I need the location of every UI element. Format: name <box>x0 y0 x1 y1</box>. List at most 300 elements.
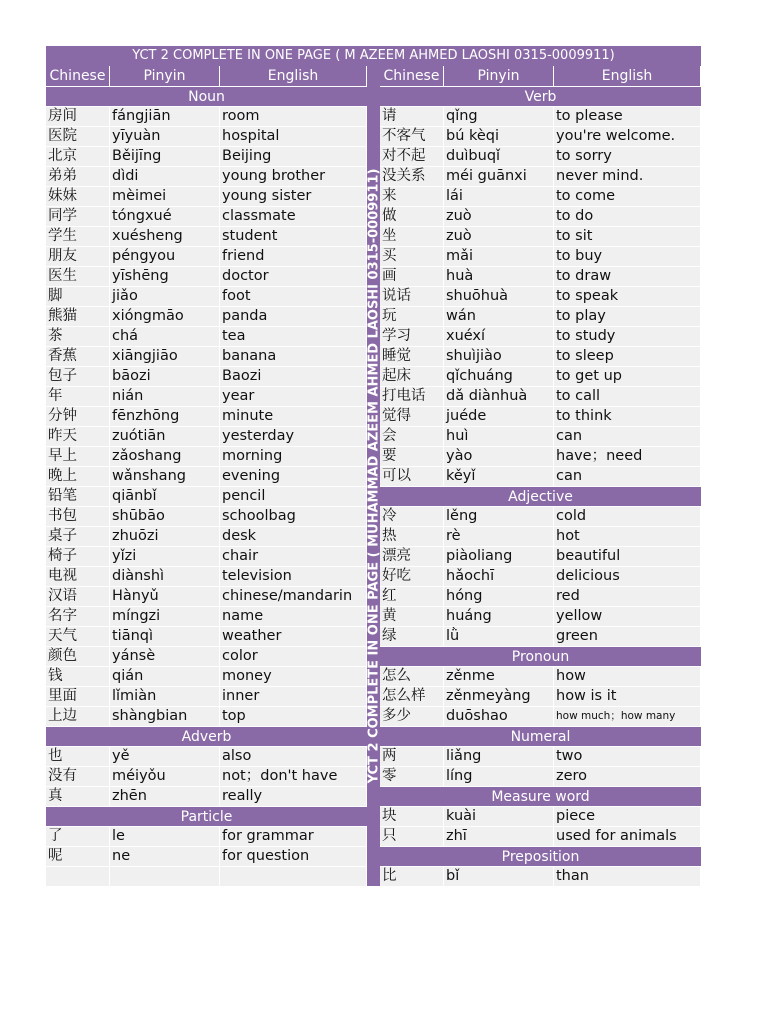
english-cell: for question <box>220 847 367 866</box>
english-cell: green <box>554 627 701 646</box>
table-row <box>380 666 701 686</box>
english-cell: color <box>220 647 367 666</box>
pinyin-cell: tiānqì <box>110 627 220 646</box>
right-column <box>380 66 701 886</box>
pinyin-cell: méi guānxi <box>444 167 554 186</box>
english-cell: can <box>554 427 701 446</box>
chinese-cell: 呢 <box>46 847 110 866</box>
table-row <box>380 326 701 346</box>
chinese-cell: 晚上 <box>46 467 110 486</box>
english-cell: desk <box>220 527 367 546</box>
english-cell: name <box>220 607 367 626</box>
chinese-cell: 绿 <box>380 627 444 646</box>
english-cell: piece <box>554 807 701 826</box>
section-header: Adverb <box>46 726 367 746</box>
chinese-cell: 医院 <box>46 127 110 146</box>
english-cell: have；need <box>554 447 701 466</box>
chinese-cell: 两 <box>380 747 444 766</box>
pinyin-cell: jiǎo <box>110 287 220 306</box>
pinyin-cell: Běijīng <box>110 147 220 166</box>
chinese-cell: 买 <box>380 247 444 266</box>
pinyin-cell: Hànyǔ <box>110 587 220 606</box>
chinese-cell: 年 <box>46 387 110 406</box>
chinese-cell: 熊猫 <box>46 307 110 326</box>
column-header-pinyin: Pinyin <box>110 66 220 86</box>
pinyin-cell: wán <box>444 307 554 326</box>
chinese-cell: 只 <box>380 827 444 846</box>
table-row <box>380 406 701 426</box>
table-row <box>46 626 367 646</box>
section-header: Preposition <box>380 846 701 866</box>
chinese-cell: 脚 <box>46 287 110 306</box>
chinese-cell: 对不起 <box>380 147 444 166</box>
pinyin-cell: zuótiān <box>110 427 220 446</box>
table-row <box>46 366 367 386</box>
table-row <box>380 586 701 606</box>
vocabulary-sheet <box>46 46 701 886</box>
table-row <box>46 646 367 666</box>
english-cell: inner <box>220 687 367 706</box>
english-cell: to buy <box>554 247 701 266</box>
pinyin-cell: péngyou <box>110 247 220 266</box>
table-row <box>380 226 701 246</box>
pinyin-cell: ne <box>110 847 220 866</box>
table-row <box>380 606 701 626</box>
english-cell: two <box>554 747 701 766</box>
table-row <box>46 606 367 626</box>
table-row <box>380 466 701 486</box>
table-row <box>46 846 367 866</box>
pinyin-cell: qián <box>110 667 220 686</box>
english-cell: to please <box>554 107 701 126</box>
table-row <box>380 686 701 706</box>
english-cell: to study <box>554 327 701 346</box>
table-row <box>380 866 701 886</box>
pinyin-cell: méiyǒu <box>110 767 220 786</box>
chinese-cell: 上边 <box>46 707 110 726</box>
pinyin-cell: tóngxué <box>110 207 220 226</box>
english-cell: than <box>554 867 701 886</box>
table-row <box>46 166 367 186</box>
table-row <box>380 546 701 566</box>
english-cell: Beijing <box>220 147 367 166</box>
table-row <box>380 306 701 326</box>
english-cell: to come <box>554 187 701 206</box>
pinyin-cell: xuésheng <box>110 227 220 246</box>
pinyin-cell: qiānbǐ <box>110 487 220 506</box>
pinyin-cell: zhuōzi <box>110 527 220 546</box>
chinese-cell: 朋友 <box>46 247 110 266</box>
chinese-cell: 睡觉 <box>380 347 444 366</box>
pinyin-cell: chá <box>110 327 220 346</box>
pinyin-cell: zhī <box>444 827 554 846</box>
pinyin-cell: yǐzi <box>110 547 220 566</box>
chinese-cell: 真 <box>46 787 110 806</box>
english-cell: Baozi <box>220 367 367 386</box>
chinese-cell: 铅笔 <box>46 487 110 506</box>
english-cell: to sorry <box>554 147 701 166</box>
pinyin-cell: lái <box>444 187 554 206</box>
english-cell: tea <box>220 327 367 346</box>
chinese-cell: 名字 <box>46 607 110 626</box>
table-row <box>380 426 701 446</box>
english-cell: weather <box>220 627 367 646</box>
table-row <box>46 186 367 206</box>
pinyin-cell: yīyuàn <box>110 127 220 146</box>
pinyin-cell: juéde <box>444 407 554 426</box>
english-cell: classmate <box>220 207 367 226</box>
table-row <box>46 866 367 886</box>
left-column <box>46 66 367 886</box>
section-header: Particle <box>46 806 367 826</box>
table-row <box>46 786 367 806</box>
chinese-cell: 学生 <box>46 227 110 246</box>
english-cell: delicious <box>554 567 701 586</box>
pinyin-cell: bāozi <box>110 367 220 386</box>
english-cell: not；don't have <box>220 767 367 786</box>
table-row <box>46 546 367 566</box>
chinese-cell: 不客气 <box>380 127 444 146</box>
table-row <box>380 186 701 206</box>
chinese-cell: 比 <box>380 867 444 886</box>
column-header-pinyin: Pinyin <box>444 66 554 86</box>
chinese-cell: 漂亮 <box>380 547 444 566</box>
chinese-cell: 了 <box>46 827 110 846</box>
table-row <box>46 246 367 266</box>
chinese-cell: 包子 <box>46 367 110 386</box>
column-header-english: English <box>554 66 701 86</box>
chinese-cell: 妹妹 <box>46 187 110 206</box>
table-row <box>380 346 701 366</box>
chinese-cell: 黄 <box>380 607 444 626</box>
pinyin-cell: duōshao <box>444 707 554 726</box>
table-row <box>46 326 367 346</box>
table-row <box>46 226 367 246</box>
pinyin-cell: lěng <box>444 507 554 526</box>
table-row <box>46 406 367 426</box>
english-cell: panda <box>220 307 367 326</box>
pinyin-cell: zǎoshang <box>110 447 220 466</box>
english-cell: how is it <box>554 687 701 706</box>
pinyin-cell: piàoliang <box>444 547 554 566</box>
table-row <box>46 386 367 406</box>
english-cell: hospital <box>220 127 367 146</box>
chinese-cell: 坐 <box>380 227 444 246</box>
table-row <box>380 206 701 226</box>
table-row <box>380 126 701 146</box>
chinese-cell: 要 <box>380 447 444 466</box>
pinyin-cell: wǎnshang <box>110 467 220 486</box>
pinyin-cell: yào <box>444 447 554 466</box>
pinyin-cell: bǐ <box>444 867 554 886</box>
english-cell: chair <box>220 547 367 566</box>
english-cell: to sit <box>554 227 701 246</box>
chinese-cell: 红 <box>380 587 444 606</box>
chinese-cell: 北京 <box>46 147 110 166</box>
chinese-cell: 书包 <box>46 507 110 526</box>
english-cell: to draw <box>554 267 701 286</box>
chinese-cell: 打电话 <box>380 387 444 406</box>
table-row <box>380 386 701 406</box>
chinese-cell: 玩 <box>380 307 444 326</box>
chinese-cell: 电视 <box>46 567 110 586</box>
chinese-cell: 茶 <box>46 327 110 346</box>
pinyin-cell: dìdi <box>110 167 220 186</box>
page-title: YCT 2 COMPLETE IN ONE PAGE ( M AZEEM AHMED LAOSHI 0315-0009911) <box>46 46 701 66</box>
english-cell: for grammar <box>220 827 367 846</box>
table-row <box>46 506 367 526</box>
english-cell: to think <box>554 407 701 426</box>
table-row <box>46 206 367 226</box>
english-cell: to get up <box>554 367 701 386</box>
table-row <box>380 506 701 526</box>
column-header-row <box>380 66 701 86</box>
chinese-cell: 会 <box>380 427 444 446</box>
table-row <box>380 266 701 286</box>
english-cell: room <box>220 107 367 126</box>
english-cell: cold <box>554 507 701 526</box>
pinyin-cell: bú kèqi <box>444 127 554 146</box>
pinyin-cell: zhēn <box>110 787 220 806</box>
chinese-cell: 没有 <box>46 767 110 786</box>
english-cell: to play <box>554 307 701 326</box>
english-cell: how <box>554 667 701 686</box>
spine-banner <box>367 66 380 886</box>
table-row <box>46 286 367 306</box>
section-header: Pronoun <box>380 646 701 666</box>
pinyin-cell: shuōhuà <box>444 287 554 306</box>
pinyin-cell: qǐng <box>444 107 554 126</box>
pinyin-cell: diànshì <box>110 567 220 586</box>
pinyin-cell: zuò <box>444 227 554 246</box>
chinese-cell: 香蕉 <box>46 347 110 366</box>
pinyin-cell: qǐchuáng <box>444 367 554 386</box>
table-row <box>46 266 367 286</box>
chinese-cell: 怎么 <box>380 667 444 686</box>
table-row <box>380 746 701 766</box>
pinyin-cell: yīshēng <box>110 267 220 286</box>
english-cell: really <box>220 787 367 806</box>
english-cell: to call <box>554 387 701 406</box>
table-row <box>380 766 701 786</box>
table-row <box>380 246 701 266</box>
english-cell: zero <box>554 767 701 786</box>
pinyin-cell: rè <box>444 527 554 546</box>
english-cell: to sleep <box>554 347 701 366</box>
english-cell: morning <box>220 447 367 466</box>
english-cell: hot <box>554 527 701 546</box>
english-cell: young sister <box>220 187 367 206</box>
pinyin-cell: xiāngjiāo <box>110 347 220 366</box>
english-cell: foot <box>220 287 367 306</box>
chinese-cell: 汉语 <box>46 587 110 606</box>
pinyin-cell: mèimei <box>110 187 220 206</box>
chinese-cell: 画 <box>380 267 444 286</box>
pinyin-cell: yánsè <box>110 647 220 666</box>
table-row <box>380 526 701 546</box>
chinese-cell: 早上 <box>46 447 110 466</box>
english-cell: pencil <box>220 487 367 506</box>
english-cell: never mind. <box>554 167 701 186</box>
english-cell: student <box>220 227 367 246</box>
chinese-cell: 可以 <box>380 467 444 486</box>
chinese-cell: 钱 <box>46 667 110 686</box>
spine-text: YCT 2 COMPLETE IN ONE PAGE ( MUHAMMAD AZEEM AHMED LAOSHI 0315-0009911) <box>366 168 381 784</box>
table-row <box>46 426 367 446</box>
english-cell: you're welcome. <box>554 127 701 146</box>
pinyin-cell: mǎi <box>444 247 554 266</box>
pinyin-cell: míngzi <box>110 607 220 626</box>
chinese-cell: 学习 <box>380 327 444 346</box>
table-row <box>380 446 701 466</box>
pinyin-cell: hóng <box>444 587 554 606</box>
chinese-cell: 昨天 <box>46 427 110 446</box>
pinyin-cell: fángjiān <box>110 107 220 126</box>
table-row <box>46 526 367 546</box>
english-cell: banana <box>220 347 367 366</box>
chinese-cell: 热 <box>380 527 444 546</box>
table-row <box>380 806 701 826</box>
chinese-cell: 起床 <box>380 367 444 386</box>
chinese-cell: 房间 <box>46 107 110 126</box>
chinese-cell: 天气 <box>46 627 110 646</box>
english-cell: yellow <box>554 607 701 626</box>
english-cell: young brother <box>220 167 367 186</box>
table-row <box>380 826 701 846</box>
chinese-cell: 弟弟 <box>46 167 110 186</box>
english-cell: minute <box>220 407 367 426</box>
column-header-chinese: Chinese <box>380 66 444 86</box>
pinyin-cell: lǐmiàn <box>110 687 220 706</box>
english-cell: schoolbag <box>220 507 367 526</box>
english-cell: to do <box>554 207 701 226</box>
pinyin-cell: zěnmeyàng <box>444 687 554 706</box>
column-header-chinese: Chinese <box>46 66 110 86</box>
english-cell: year <box>220 387 367 406</box>
pinyin-cell: shūbāo <box>110 507 220 526</box>
pinyin-cell: huì <box>444 427 554 446</box>
english-cell: evening <box>220 467 367 486</box>
pinyin-cell: dǎ diànhuà <box>444 387 554 406</box>
english-cell: to speak <box>554 287 701 306</box>
english-cell: red <box>554 587 701 606</box>
table-row <box>46 566 367 586</box>
chinese-cell: 医生 <box>46 267 110 286</box>
chinese-cell: 好吃 <box>380 567 444 586</box>
table-row <box>46 466 367 486</box>
table-row <box>46 686 367 706</box>
table-row <box>46 306 367 326</box>
pinyin-cell: líng <box>444 767 554 786</box>
pinyin-cell: lǜ <box>444 627 554 646</box>
english-cell: can <box>554 467 701 486</box>
pinyin-cell: kuài <box>444 807 554 826</box>
pinyin-cell: zuò <box>444 207 554 226</box>
table-row <box>46 766 367 786</box>
english-cell: how much；how many <box>554 707 701 726</box>
pinyin-cell: huà <box>444 267 554 286</box>
table-row <box>46 106 367 126</box>
pinyin-cell: liǎng <box>444 747 554 766</box>
pinyin-cell: shàngbian <box>110 707 220 726</box>
chinese-cell <box>46 867 110 886</box>
pinyin-cell: xuéxí <box>444 327 554 346</box>
chinese-cell: 请 <box>380 107 444 126</box>
english-cell: used for animals <box>554 827 701 846</box>
english-cell: money <box>220 667 367 686</box>
table-row <box>380 166 701 186</box>
chinese-cell: 冷 <box>380 507 444 526</box>
chinese-cell: 椅子 <box>46 547 110 566</box>
pinyin-cell: fēnzhōng <box>110 407 220 426</box>
column-header-english: English <box>220 66 367 86</box>
pinyin-cell: nián <box>110 387 220 406</box>
table-row <box>380 146 701 166</box>
chinese-cell: 说话 <box>380 287 444 306</box>
section-header: Adjective <box>380 486 701 506</box>
english-cell: doctor <box>220 267 367 286</box>
chinese-cell: 多少 <box>380 707 444 726</box>
pinyin-cell: kěyǐ <box>444 467 554 486</box>
chinese-cell: 也 <box>46 747 110 766</box>
pinyin-cell: duìbuqǐ <box>444 147 554 166</box>
chinese-cell: 颜色 <box>46 647 110 666</box>
english-cell: also <box>220 747 367 766</box>
table-row <box>380 566 701 586</box>
table-row <box>380 366 701 386</box>
chinese-cell: 桌子 <box>46 527 110 546</box>
english-cell: chinese/mandarin <box>220 587 367 606</box>
english-cell: television <box>220 567 367 586</box>
chinese-cell: 里面 <box>46 687 110 706</box>
table-row <box>46 826 367 846</box>
column-header-row <box>46 66 367 86</box>
pinyin-cell: shuìjiào <box>444 347 554 366</box>
pinyin-cell: hǎochī <box>444 567 554 586</box>
english-cell: top <box>220 707 367 726</box>
chinese-cell: 零 <box>380 767 444 786</box>
chinese-cell: 没关系 <box>380 167 444 186</box>
pinyin-cell: huáng <box>444 607 554 626</box>
english-cell: friend <box>220 247 367 266</box>
table-row <box>46 706 367 726</box>
table-row <box>46 746 367 766</box>
chinese-cell: 怎么样 <box>380 687 444 706</box>
chinese-cell: 分钟 <box>46 407 110 426</box>
table-row <box>46 486 367 506</box>
pinyin-cell: le <box>110 827 220 846</box>
english-cell: beautiful <box>554 547 701 566</box>
table-row <box>380 106 701 126</box>
pinyin-cell: zěnme <box>444 667 554 686</box>
table-row <box>380 286 701 306</box>
pinyin-cell: xióngmāo <box>110 307 220 326</box>
section-header: Measure word <box>380 786 701 806</box>
table-row <box>46 586 367 606</box>
table-row <box>380 626 701 646</box>
chinese-cell: 来 <box>380 187 444 206</box>
chinese-cell: 同学 <box>46 207 110 226</box>
section-header: Noun <box>46 86 367 106</box>
chinese-cell: 觉得 <box>380 407 444 426</box>
table-row <box>380 706 701 726</box>
table-row <box>46 666 367 686</box>
pinyin-cell <box>110 867 220 886</box>
table-row <box>46 146 367 166</box>
section-header: Numeral <box>380 726 701 746</box>
table-row <box>46 346 367 366</box>
english-cell: yesterday <box>220 427 367 446</box>
